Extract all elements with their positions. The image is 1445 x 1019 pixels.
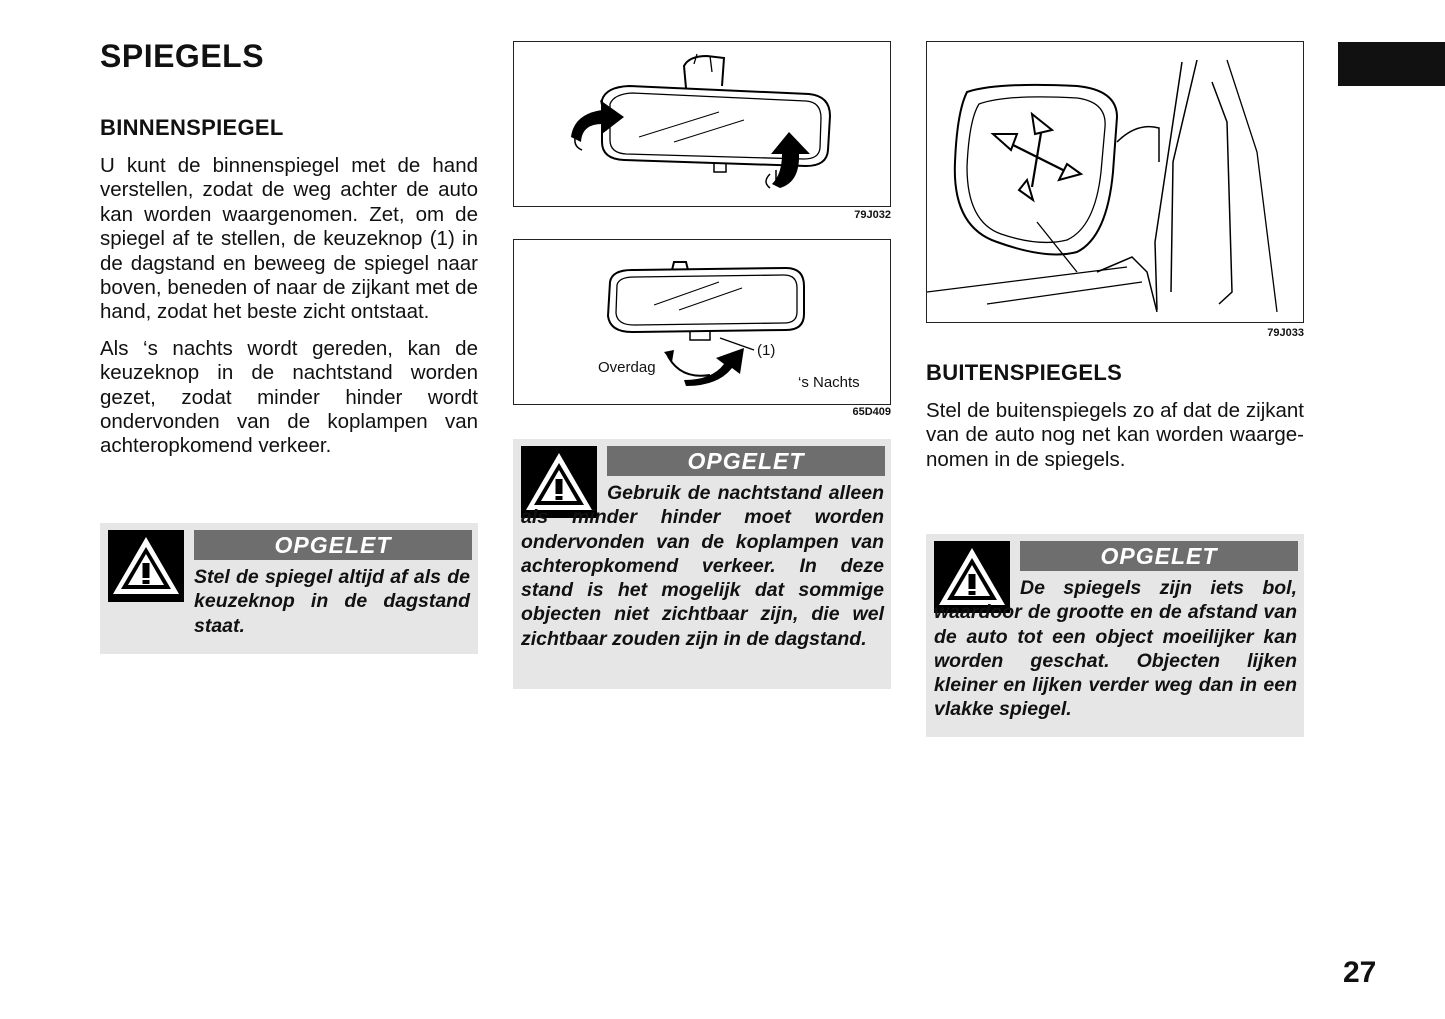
figure-exterior-mirror [926,41,1304,323]
warning-title: OPGELET [607,446,885,476]
figure-code: 79J033 [1267,327,1304,339]
warning-triangle-icon [108,530,184,602]
figure-rearview-mirror-adjust [513,41,891,207]
warning-box-inner [100,523,478,654]
inner-mirror-text [100,154,478,471]
section-heading-outer-mirrors: BUITENSPIEGELS [926,360,1123,385]
warning-box-night-mode [513,439,891,689]
section-tab-marker [1338,42,1445,86]
warning-box-outer [926,534,1304,737]
warning-title: OPGELET [194,530,472,560]
outer-mirrors-text: Stel de buitenspiegels zo af dat de zijkant van de auto nog net kan worden waargenomen in de spiegels. [926,399,1304,471]
figure-day-night-mirror [513,239,891,405]
figure-code: 79J032 [854,209,891,221]
warning-title: OPGELET [1020,541,1298,571]
paragraph: U kunt de binnenspiegel met de hand verstellen, zodat de weg achter de auto kan worden waargenomen. Zet, om de spiegel af te stellen, de keuzeknop (1) in de dagstand en beweeg de spiegel naar boven, beneden of naar de zijkant met de hand, zodat het beste zicht ontstaat. [100,154,478,324]
figure-code: 65D409 [852,406,891,418]
page-title: SPIEGELS [100,38,265,74]
label-day: Overdag [598,359,656,376]
label-knob: (1) [757,342,776,359]
warning-text: Stel de spiegel altijd af als de keuzeknop in de dagstand staat. [194,566,470,637]
warning-text: Gebruik de nachtstand alleen als minder hinder moet worden ondervonden van de koplampen van achteropkomend verkeer. In deze stand is het mogelijk dat sommige objecten niet zichtbaar zijn, die wel zichtbaar zouden zijn in de dagstand. [521,482,884,650]
section-heading-inner-mirror: BINNENSPIEGEL [100,115,284,140]
paragraph: Als ‘s nachts wordt gereden, kan de keuzeknop in de nachtstand worden gezet, zodat minder hinder wordt ondervonden van de koplampen van achteropkomend verkeer. [100,336,478,458]
page-number: 27 [1343,956,1377,989]
warning-text: De spiegels zijn iets bol, waardoor de grootte en de afstand van de auto tot een object moeilijker kan worden geschat. Objecten lijken kleiner en lijken verder weg dan in een vlakke spiegel. [934,577,1297,721]
label-night: ‘s Nachts [798,374,860,391]
